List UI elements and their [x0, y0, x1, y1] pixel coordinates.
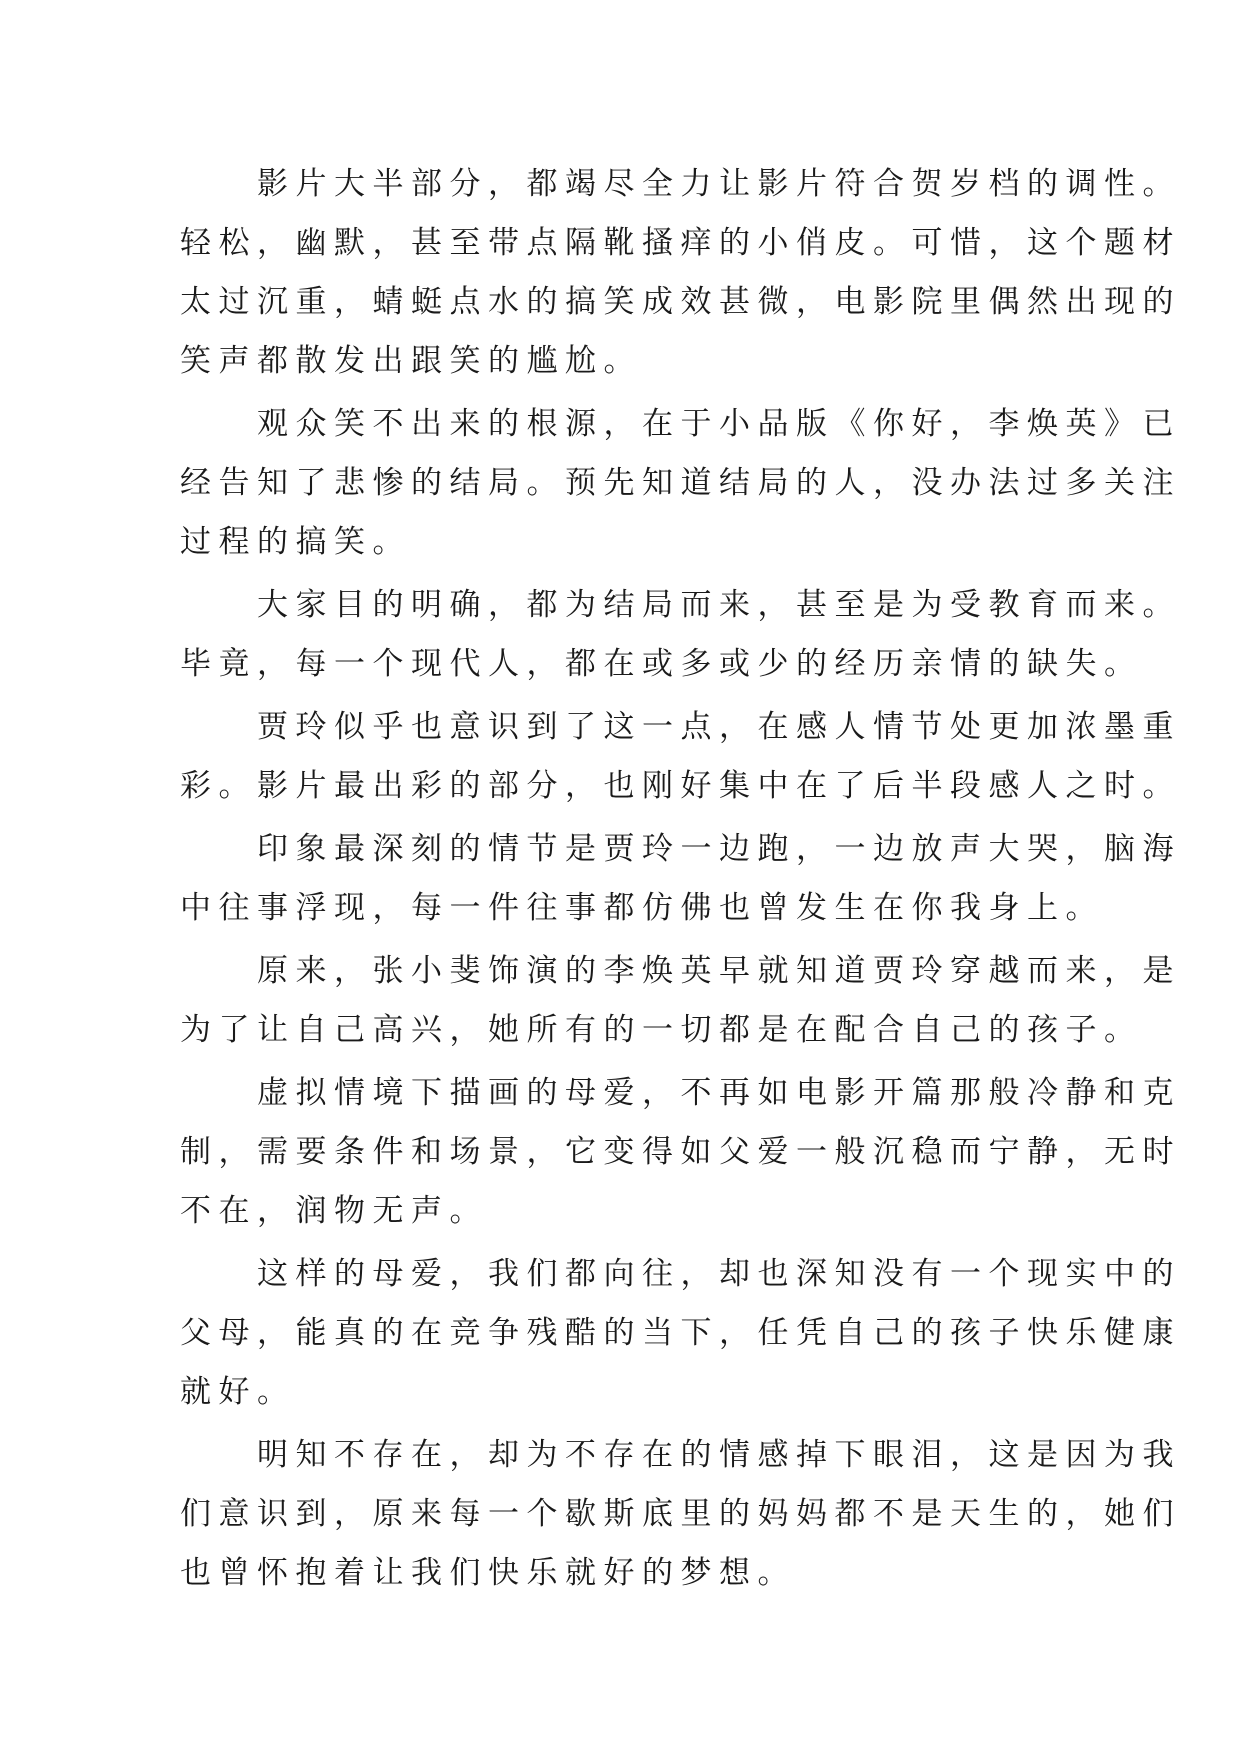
article-body: [180, 155, 1181, 1603]
text-line: 大家目的明确，都为结局而来，甚至是为受教育而来。: [180, 587, 1181, 623]
paragraph-1: [180, 155, 1181, 391]
text-line: 经告知了悲惨的结局。预先知道结局的人，没办法过多关注: [180, 465, 1181, 501]
text-line: 毕竟，每一个现代人，都在或多或少的经历亲情的缺失。: [180, 646, 1143, 682]
text-line: 影片大半部分，都竭尽全力让影片符合贺岁档的调性。: [180, 166, 1181, 202]
text-line: 们意识到，原来每一个歇斯底里的妈妈都不是天生的，她们: [180, 1496, 1181, 1532]
text-line: 这样的母爱，我们都向往，却也深知没有一个现实中的: [180, 1256, 1181, 1292]
text-line: 过程的搞笑。: [180, 524, 411, 560]
text-line: 贾玲似乎也意识到了这一点，在感人情节处更加浓墨重: [180, 709, 1181, 745]
text-line: 原来，张小斐饰演的李焕英早就知道贾玲穿越而来，是: [180, 953, 1181, 989]
text-line: 观众笑不出来的根源，在于小品版《你好，李焕英》已: [180, 406, 1181, 442]
paragraph-4: [180, 698, 1181, 816]
text-line: 中往事浮现，每一件往事都仿佛也曾发生在你我身上。: [180, 890, 1104, 926]
text-line: 虚拟情境下描画的母爱，不再如电影开篇那般冷静和克: [180, 1075, 1181, 1111]
text-line: 轻松，幽默，甚至带点隔靴搔痒的小俏皮。可惜，这个题材: [180, 225, 1181, 261]
text-line: 印象最深刻的情节是贾玲一边跑，一边放声大哭，脑海: [180, 831, 1181, 867]
text-line: 为了让自己高兴，她所有的一切都是在配合自己的孩子。: [180, 1012, 1143, 1048]
paragraph-9: [180, 1426, 1181, 1603]
text-line: 彩。影片最出彩的部分，也刚好集中在了后半段感人之时。: [180, 768, 1181, 804]
paragraph-6: [180, 942, 1181, 1060]
text-line: 明知不存在，却为不存在的情感掉下眼泪，这是因为我: [180, 1437, 1181, 1473]
paragraph-8: [180, 1245, 1181, 1422]
text-line: 也曾怀抱着让我们快乐就好的梦想。: [180, 1555, 796, 1591]
paragraph-5: [180, 820, 1181, 938]
text-line: 不在，润物无声。: [180, 1193, 488, 1229]
text-line: 太过沉重，蜻蜓点水的搞笑成效甚微，电影院里偶然出现的: [180, 284, 1181, 320]
text-line: 笑声都散发出跟笑的尴尬。: [180, 343, 642, 379]
text-line: 制，需要条件和场景，它变得如父爱一般沉稳而宁静，无时: [180, 1134, 1181, 1170]
text-line: 父母，能真的在竞争残酷的当下，任凭自己的孩子快乐健康: [180, 1315, 1181, 1351]
paragraph-2: [180, 395, 1181, 572]
text-line: 就好。: [180, 1374, 296, 1410]
paragraph-7: [180, 1064, 1181, 1241]
paragraph-3: [180, 576, 1181, 694]
